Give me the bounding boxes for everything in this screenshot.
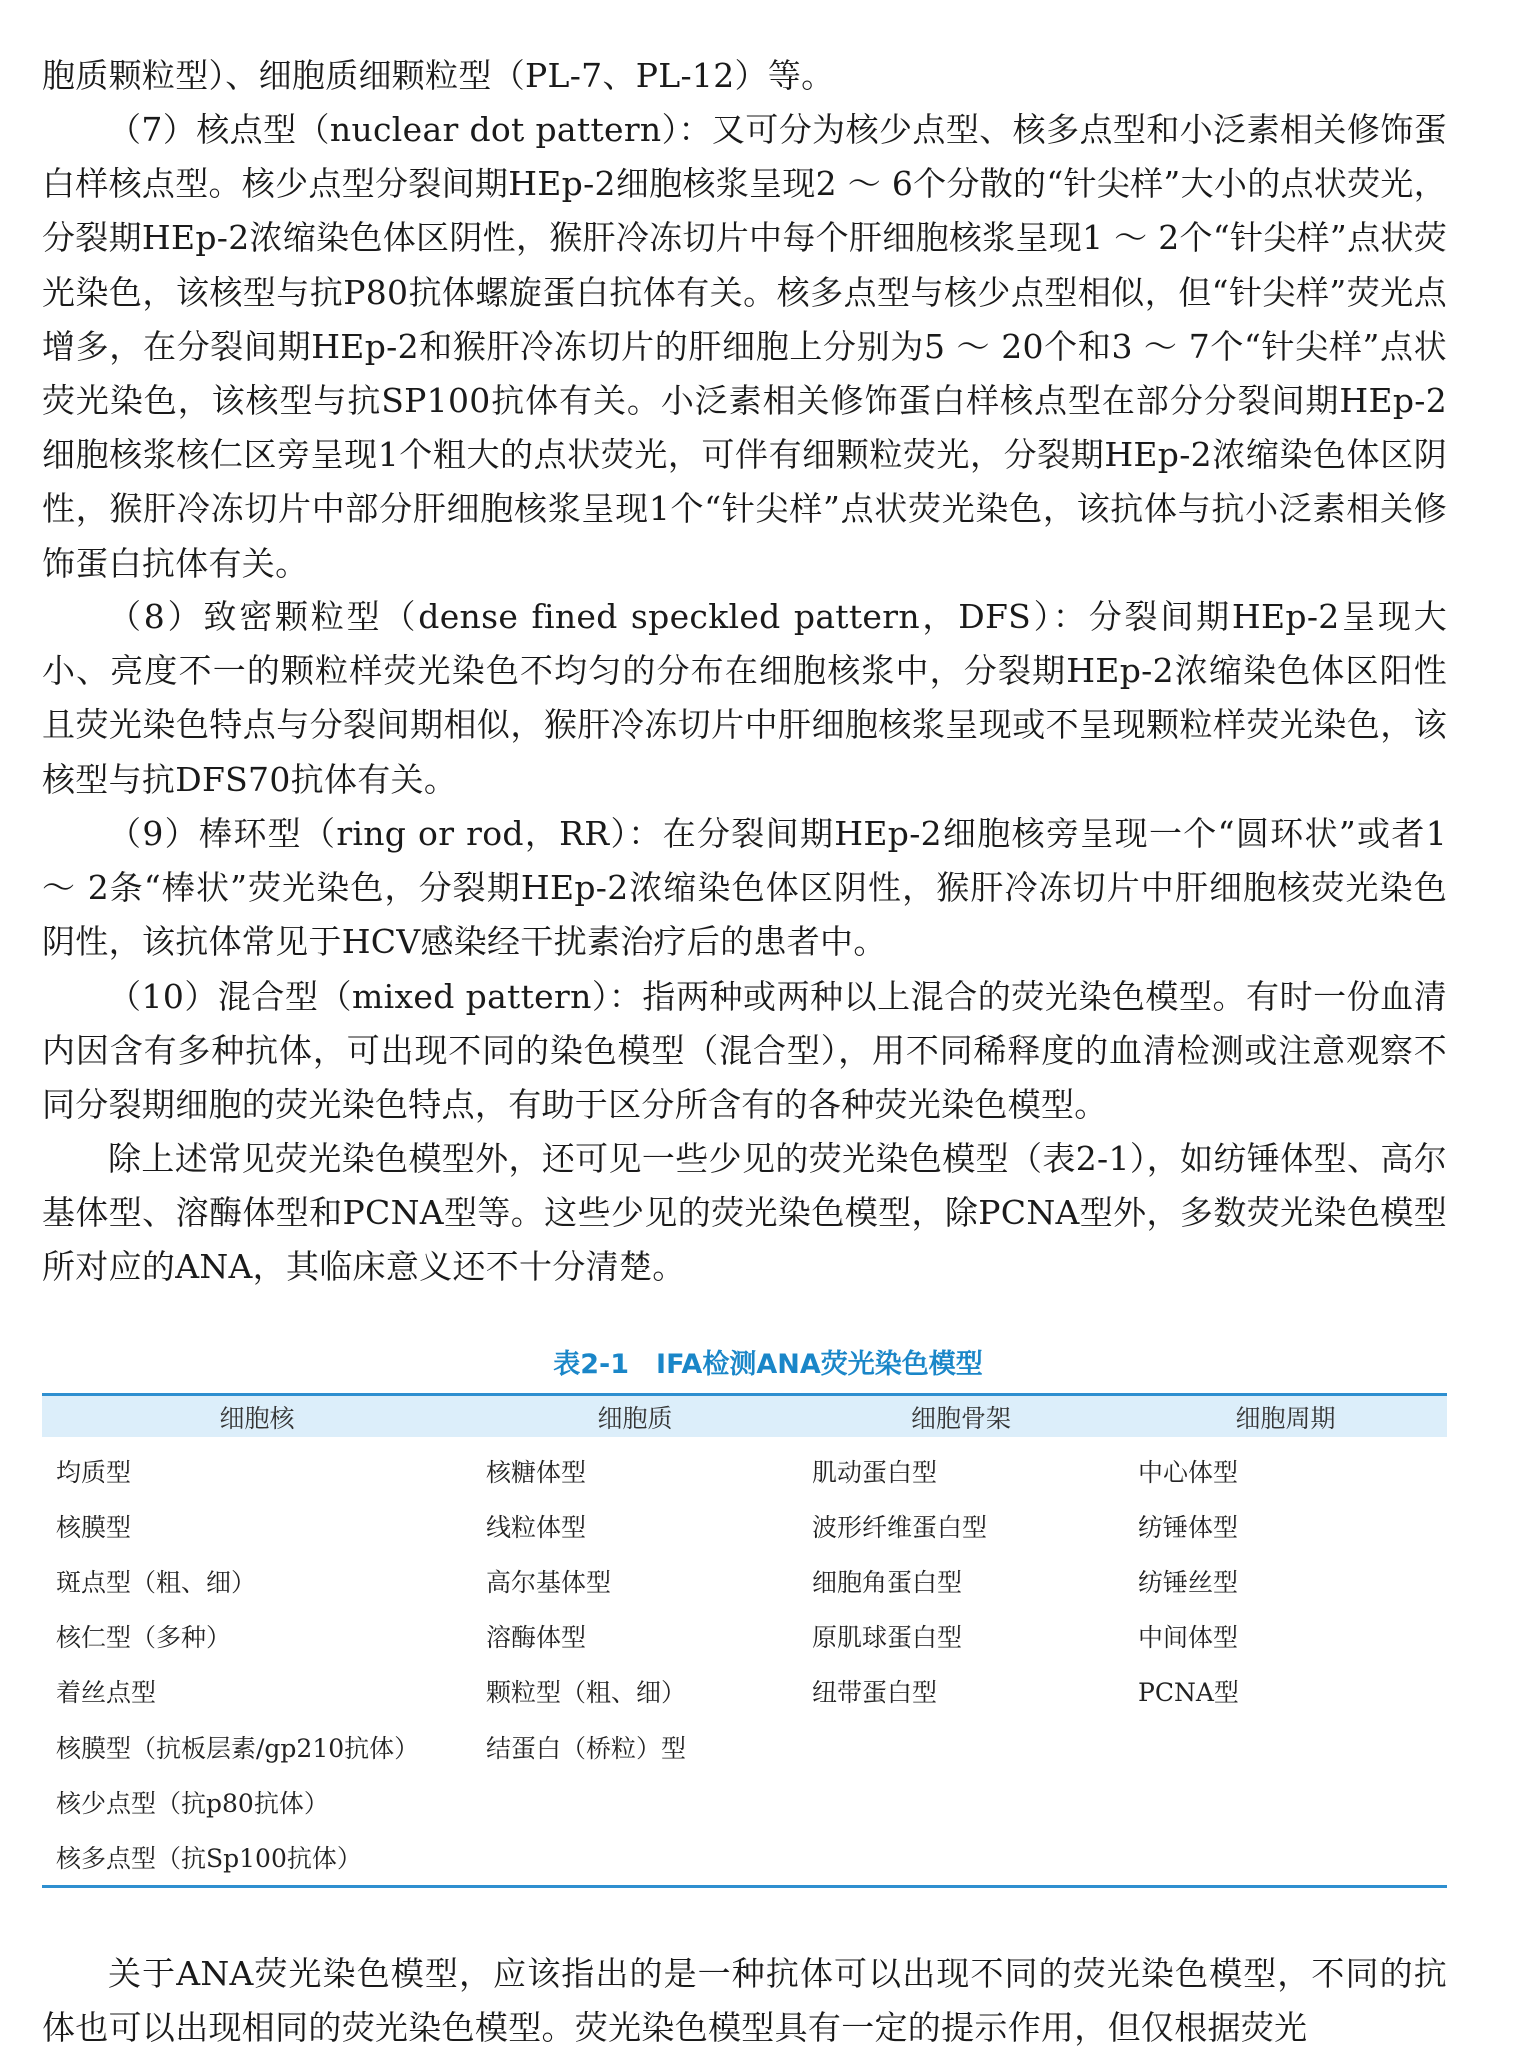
- table-cell: 线粒体型: [486, 1512, 587, 1542]
- table-cell: 纺锤体型: [1138, 1512, 1239, 1542]
- table-row: [42, 1719, 1447, 1774]
- table-cell: 溶酶体型: [486, 1623, 587, 1653]
- table-cell: 斑点型（粗、细）: [56, 1567, 257, 1597]
- table-row: [42, 1829, 1447, 1884]
- table-cell: PCNA型: [1138, 1678, 1239, 1708]
- table-cell: 细胞角蛋白型: [812, 1567, 963, 1597]
- table-cell: 均质型: [56, 1457, 132, 1487]
- table-cell: 核多点型（抗Sp100抗体）: [56, 1843, 362, 1873]
- paragraph-dense-fine-speckled: （8）致密颗粒型（dense fined speckled pattern，DFS）：分裂间期HEp-2呈现大小、亮度不一的颗粒样荧光染色不均匀的分布在细胞核浆中，分裂期HEp-2浓缩染色体区阳性且荧光染色特点与分裂间期相似，猴肝冷冻切片中肝细胞核浆呈现或不呈现颗粒样荧光染色，该核型与抗DFS70抗体有关。: [42, 597, 1447, 799]
- header-cytoplasm: 细胞质: [597, 1403, 673, 1433]
- paragraph-ring-rod: （9）棒环型（ring or rod，RR）：在分裂间期HEp-2细胞核旁呈现一个“圆环状”或者1 ～ 2条“棒状”荧光染色，分裂期HEp-2浓缩染色体区阴性，猴肝冷冻切片中肝细胞核荧光染色阴性，该抗体常见于HCV感染经干扰素治疗后的患者中。: [42, 814, 1447, 962]
- table-cell: 原肌球蛋白型: [812, 1623, 963, 1653]
- table-cell: 中间体型: [1138, 1623, 1239, 1653]
- paragraph-nuclear-dot: （7）核点型（nuclear dot pattern）：又可分为核少点型、核多点型和小泛素相关修饰蛋白样核点型。核少点型分裂间期HEp-2细胞核浆呈现2 ～ 6个分散的“针尖样”大小的点状荧光，分裂期HEp-2浓缩染色体区阴性，猴肝冷冻切片中每个肝细胞核浆呈现1 ～ 2个“针尖样”点状荧光染色，该核型与抗P80抗体螺旋蛋白抗体有关。核多点型与核少点型相似，但“针尖样”荧光点增多，在分裂间期HEp-2和猴肝冷冻切片的肝细胞上分别为5 ～ 20个和3 ～ 7个“针尖样”点状荧光染色，该核型与抗SP100抗体有关。小泛素相关修饰蛋白样核点型在部分分裂间期HEp-2细胞核浆核仁区旁呈现1个粗大的点状荧光，可伴有细颗粒荧光，分裂期HEp-2浓缩染色体区阴性，猴肝冷冻切片中部分肝细胞核浆呈现1个“针尖样”点状荧光染色，该抗体与抗小泛素相关修饰蛋白抗体有关。: [42, 110, 1447, 583]
- table-header-row: [42, 1396, 1447, 1437]
- table-cell: 颗粒型（粗、细）: [486, 1678, 687, 1708]
- table-cell: 高尔基体型: [486, 1567, 612, 1597]
- table-cell: 核仁型（多种）: [56, 1623, 232, 1653]
- table-cell: 波形纤维蛋白型: [812, 1512, 988, 1542]
- table-cell: 结蛋白（桥粒）型: [486, 1733, 687, 1763]
- table-cell: 核膜型（抗板层素/gp210抗体）: [56, 1733, 420, 1763]
- table-cell: 核膜型: [56, 1512, 132, 1542]
- table-cell: 核少点型（抗p80抗体）: [56, 1788, 329, 1818]
- table-bottom-rule: [42, 1885, 1447, 1888]
- table-row: [42, 1664, 1447, 1719]
- table-cell: [798, 1829, 1124, 1884]
- header-cytoskeleton: 细胞骨架: [910, 1403, 1011, 1433]
- table-row: [42, 1553, 1447, 1608]
- table-cell: [472, 1829, 798, 1884]
- paragraph-rare-patterns: 除上述常见荧光染色模型外，还可见一些少见的荧光染色模型（表2-1），如纺锤体型、高尔基体型、溶酶体型和PCNA型等。这些少见的荧光染色模型，除PCNA型外，多数荧光染色模型所对应的ANA，其临床意义还不十分清楚。: [42, 1139, 1447, 1287]
- table-cell: 纽带蛋白型: [812, 1678, 938, 1708]
- pattern-table: [42, 1393, 1447, 1888]
- paragraph-continuation: 胞质颗粒型）、细胞质细颗粒型（PL-7、PL-12）等。: [42, 56, 835, 95]
- table-cell: [1124, 1774, 1447, 1829]
- table-row: [42, 1609, 1447, 1664]
- table-cell: 肌动蛋白型: [812, 1457, 938, 1487]
- table-cell: [1124, 1829, 1447, 1884]
- paragraph-closing: 关于ANA荧光染色模型，应该指出的是一种抗体可以出现不同的荧光染色模型，不同的抗体也可以出现相同的荧光染色模型。荧光染色模型具有一定的提示作用，但仅根据荧光: [42, 1954, 1447, 2048]
- header-cell-cycle: 细胞周期: [1235, 1403, 1336, 1433]
- table-cell: 核糖体型: [486, 1457, 587, 1487]
- table-row: [42, 1498, 1447, 1553]
- table-cell: 中心体型: [1138, 1457, 1239, 1487]
- table-cell: [1124, 1719, 1447, 1774]
- table-cell: 纺锤丝型: [1138, 1567, 1239, 1597]
- table-row: [42, 1774, 1447, 1829]
- table-grid: [42, 1396, 1447, 1885]
- table-cell: [472, 1774, 798, 1829]
- paragraph-mixed: （10）混合型（mixed pattern）：指两种或两种以上混合的荧光染色模型。有时一份血清内因含有多种抗体，可出现不同的染色模型（混合型），用不同稀释度的血清检测或注意观察不同分裂期细胞的荧光染色特点，有助于区分所含有的各种荧光染色模型。: [42, 977, 1447, 1125]
- table-cell: [798, 1719, 1124, 1774]
- table-title: 表2-1 IFA检测ANA荧光染色模型: [553, 1349, 983, 1380]
- header-nucleus: 细胞核: [219, 1403, 295, 1433]
- table-row: [42, 1437, 1447, 1498]
- table-cell: 着丝点型: [56, 1678, 157, 1708]
- table-cell: [798, 1774, 1124, 1829]
